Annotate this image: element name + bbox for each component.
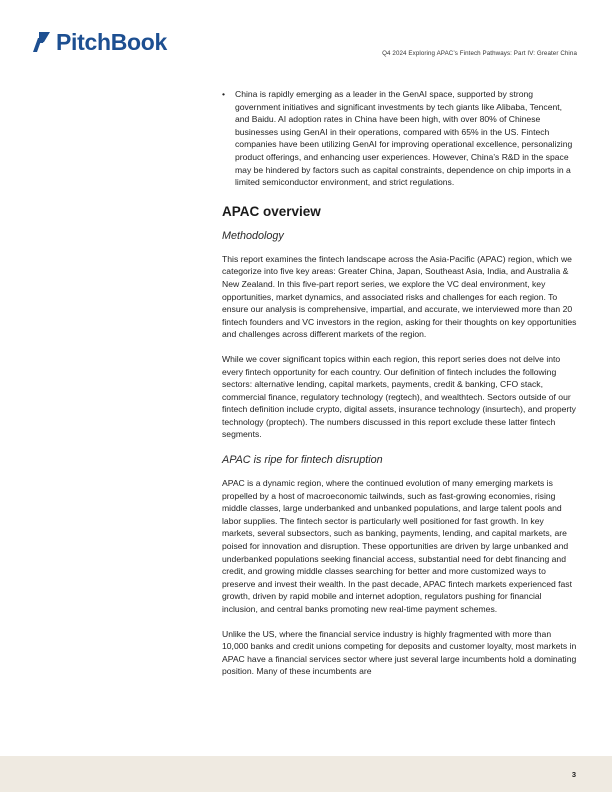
brand-name: PitchBook: [56, 29, 168, 55]
disruption-heading: APAC is ripe for fintech disruption: [222, 454, 383, 467]
page-number: 3: [571, 770, 576, 779]
report-title: Q4 2024 Exploring APAC’s Fintech Pathways: Part IV: Greater China: [382, 50, 577, 57]
main-content: [222, 88, 578, 678]
section-title: APAC overview: [222, 203, 321, 219]
disruption-paragraph: APAC is a dynamic region, where the continued evolution of many emerging markets is propelled by a host of macroeconomic tailwinds, such as fast-growing economies, rising middle classes, large underbanked and unbanked populations, and large talent pools and labor supplies. The fintech sector is particularly well positioned for fast growth. In key markets, several subsectors, such as banking, payments, lending, and capital markets, are poised for innovation and disruption. These opportunities are driven by large unbanked and underbanked populations seeking financial access, substantial need for debt financing and credit, and growing middle classes searching for better and more customized ways to preserve and invest their wealth. In the past decade, APAC fintech markets experienced fast growth, driven by rapid mobile and internet adoption, regulators pushing for financial inclusion, and central banks promoting new real-time payment schemes.: [222, 478, 572, 614]
pitchbook-logo-icon: [30, 30, 52, 54]
page-footer: [0, 756, 612, 792]
methodology-heading: Methodology: [222, 229, 284, 242]
methodology-paragraph: While we cover significant topics within each region, this report series does not delve into every fintech opportunity for each country. Our definition of fintech includes the following sectors: alternative lending, capital markets, payments, credit & banking, CFO stack, commercial finance, regulatory technology (regtech), and wealthtech. Sectors outside of our fintech definition include crypto, digital assets, insurance technology (insurtech), and property technology (proptech). The numbers discussed in this report exclude these latter fintech segments.: [222, 353, 576, 440]
page-header: [0, 0, 612, 70]
pitchbook-logo: [30, 30, 167, 54]
intro-bullet-text: China is rapidly emerging as a leader in the GenAI space, supported by strong government initiatives and significant investments by tech giants like Alibaba, Tencent, and Baidu. AI adoption rates in China have been high, with over 80% of Chinese businesses using GenAI in their operations, compared with 65% in the US. Fintech companies have been utilizing GenAI for improving operational excellence, personalizing product offerings, and enhancing user experiences. However, China’s R&D in the space may be hindered by factors such as capital constraints, dependence on chip imports in a limited semiconductor environment, and strict regulations.: [235, 89, 573, 188]
methodology-paragraph: This report examines the fintech landscape across the Asia-Pacific (APAC) region, which we categorize into five key areas: Greater China, Japan, Southeast Asia, India, and Australia & New Zealand. In this five-part report series, we explore the VC deal environment, key opportunities, market dynamics, and associated risks and challenges for each region. To ensure our analysis is comprehensive, impartial, and accurate, we interviewed more than 20 fintech founders and VC investors in the region, asking for their thoughts on key opportunities and challenges across different markets of the region.: [222, 253, 577, 340]
bullet-icon: •: [222, 89, 226, 99]
disruption-paragraph: Unlike the US, where the financial service industry is highly fragmented with more than 10,000 banks and credit unions competing for deposits and customer loyalty, most markets in APAC have a financial services sector where just several large incumbents hold a dominating position. Many of these incumbents are: [222, 628, 577, 677]
intro-bullet: [222, 88, 578, 189]
